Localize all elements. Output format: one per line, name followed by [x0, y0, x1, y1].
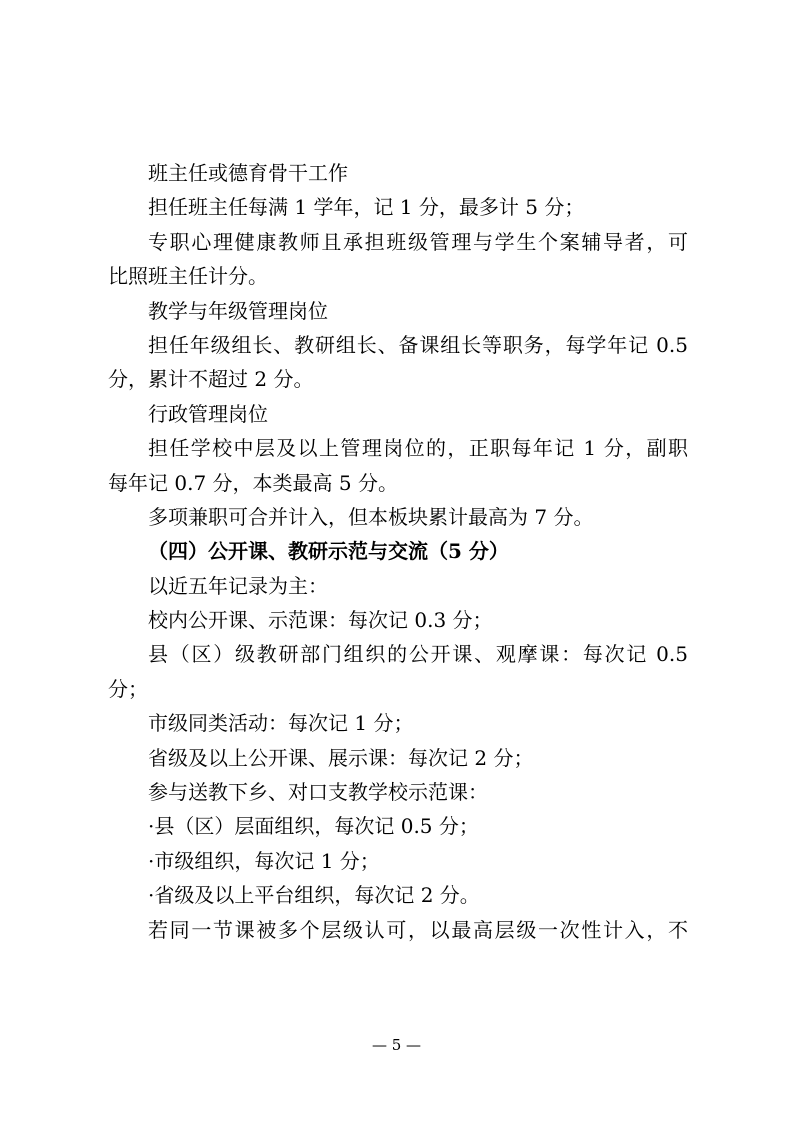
- line-06: 担任年级组长、教研组长、备课组长等职务，每学年记 0.5: [148, 332, 688, 357]
- line-21: ·市级组织，每次记 1 分；: [148, 848, 380, 873]
- line-07: 分，累计不超过 2 分。: [108, 367, 314, 392]
- line-20: ·县（区）层面组织，每次记 0.5 分；: [148, 814, 479, 839]
- line-04: 比照班主任计分。: [108, 264, 268, 289]
- line-01: 班主任或德育骨干工作: [148, 161, 348, 185]
- line-17: 市级同类活动：每次记 1 分；: [148, 711, 414, 736]
- line-03: 专职心理健康教师且承担班级管理与学生个案辅导者，可: [148, 229, 688, 254]
- line-10: 每年记 0.7 分，本类最高 5 分。: [108, 470, 398, 495]
- line-09: 担任学校中层及以上管理岗位的，正职每年记 1 分，副职: [148, 436, 688, 461]
- section-heading: （四）公开课、教研示范与交流（5 分）: [148, 539, 509, 564]
- line-15: 县（区）级教研部门组织的公开课、观摩课：每次记 0.5: [148, 642, 688, 667]
- line-14: 校内公开课、示范课：每次记 0.3 分；: [148, 608, 493, 633]
- line-02: 担任班主任每满 1 学年，记 1 分，最多计 5 分；: [148, 195, 585, 220]
- line-05: 教学与年级管理岗位: [148, 298, 328, 323]
- document-body: [108, 156, 688, 947]
- page-number: — 5 —: [371, 1036, 422, 1054]
- line-23: 若同一节课被多个层级认可，以最高层级一次性计入，不: [148, 917, 688, 942]
- line-08: 行政管理岗位: [148, 401, 268, 426]
- line-18: 省级及以上公开课、展示课：每次记 2 分；: [148, 745, 534, 770]
- line-11: 多项兼职可合并计入，但本板块累计最高为 7 分。: [148, 504, 594, 529]
- line-16: 分；: [108, 676, 148, 701]
- line-22: ·省级及以上平台组织，每次记 2 分。: [148, 883, 480, 908]
- line-19: 参与送教下乡、对口支教学校示范课：: [148, 780, 488, 805]
- line-13: 以近五年记录为主：: [148, 573, 328, 598]
